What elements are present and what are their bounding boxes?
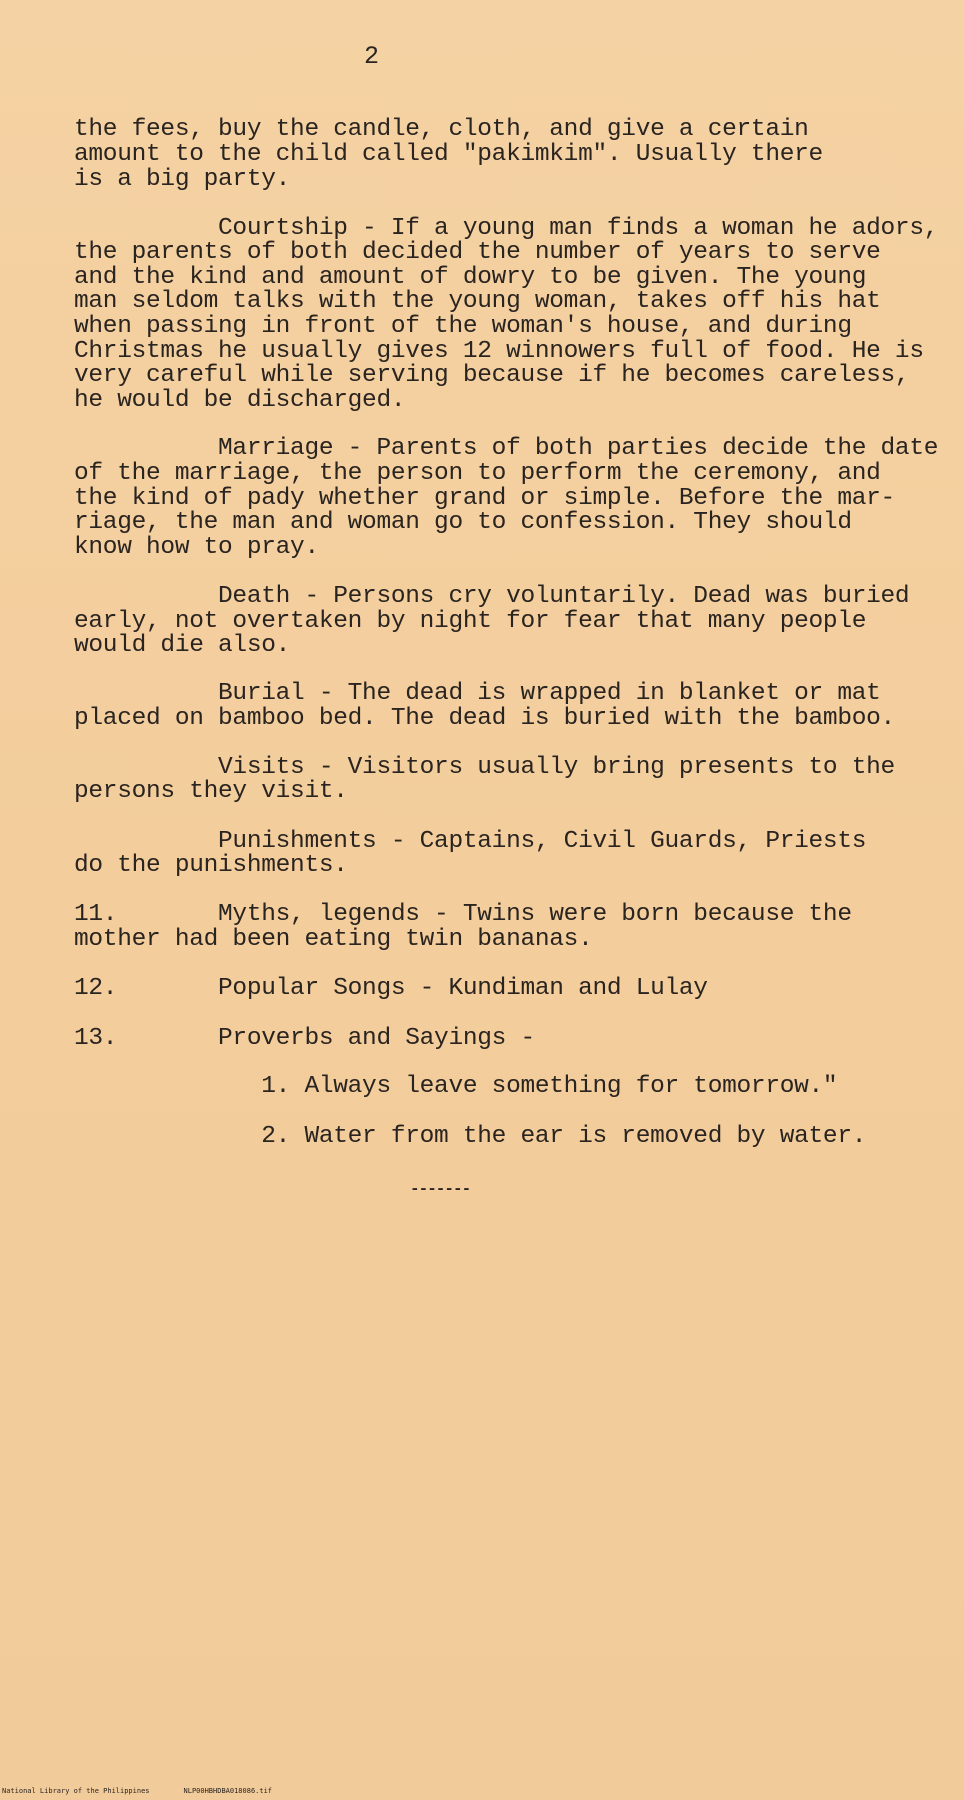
text-line: the parents of both decided the number of years to serve <box>74 239 881 266</box>
text-line: Burial - The dead is wrapped in blanket or mat <box>74 680 881 707</box>
text-line: of the marriage, the person to perform the ceremony, and <box>74 460 881 487</box>
text-line: when passing in front of the woman's house, and during <box>74 313 852 340</box>
text-line: is a big party. <box>74 166 291 193</box>
text-line: would die also. <box>74 632 291 659</box>
text-line: man seldom talks with the young woman, takes off his hat <box>74 288 881 315</box>
text-line: Death - Persons cry voluntarily. Dead was buried <box>74 583 910 610</box>
text-line: placed on bamboo bed. The dead is buried with the bamboo. <box>74 705 895 732</box>
text-line: the fees, buy the candle, cloth, and give a certain <box>74 116 809 143</box>
library-credit: National Library of the Philippines <box>2 1787 150 1795</box>
text-line: riage, the man and woman go to confession. They should <box>74 509 852 536</box>
page-number: 2 <box>364 42 380 71</box>
text-line: 13. Proverbs and Sayings - <box>74 1025 535 1052</box>
text-line: mother had been eating twin bananas. <box>74 926 593 953</box>
text-line: and the kind and amount of dowry to be given. The young <box>74 264 867 291</box>
text-line: Visits - Visitors usually bring presents to the <box>74 754 895 781</box>
scan-footer <box>2 1787 272 1795</box>
text-line: 12. Popular Songs - Kundiman and Lulay <box>74 975 708 1002</box>
text-line: Courtship - If a young man finds a woman he adors, <box>74 215 939 242</box>
text-line: do the punishments. <box>74 852 348 879</box>
text-line: Christmas he usually gives 12 winnowers full of food. He is <box>74 338 924 365</box>
text-line: Marriage - Parents of both parties decide the date <box>74 435 939 462</box>
text-line: Punishments - Captains, Civil Guards, Priests <box>74 828 867 855</box>
text-line: early, not overtaken by night for fear that many people <box>74 608 867 635</box>
text-line: 2. Water from the ear is removed by water. <box>74 1123 867 1150</box>
text-line: very careful while serving because if he becomes careless, <box>74 362 910 389</box>
text-line: 11. Myths, legends - Twins were born because the <box>74 901 852 928</box>
text-line: the kind of pady whether grand or simple. Before the mar- <box>74 485 895 512</box>
text-line: he would be discharged. <box>74 387 406 414</box>
text-line: 1. Always leave something for tomorrow." <box>74 1073 838 1100</box>
section-separator: ------- <box>410 1180 471 1198</box>
text-line: amount to the child called "pakimkim". Usually there <box>74 141 823 168</box>
text-line: know how to pray. <box>74 534 319 561</box>
file-id: NLP00HBHDBA018086.tif <box>183 1787 273 1795</box>
text-line: persons they visit. <box>74 778 348 805</box>
